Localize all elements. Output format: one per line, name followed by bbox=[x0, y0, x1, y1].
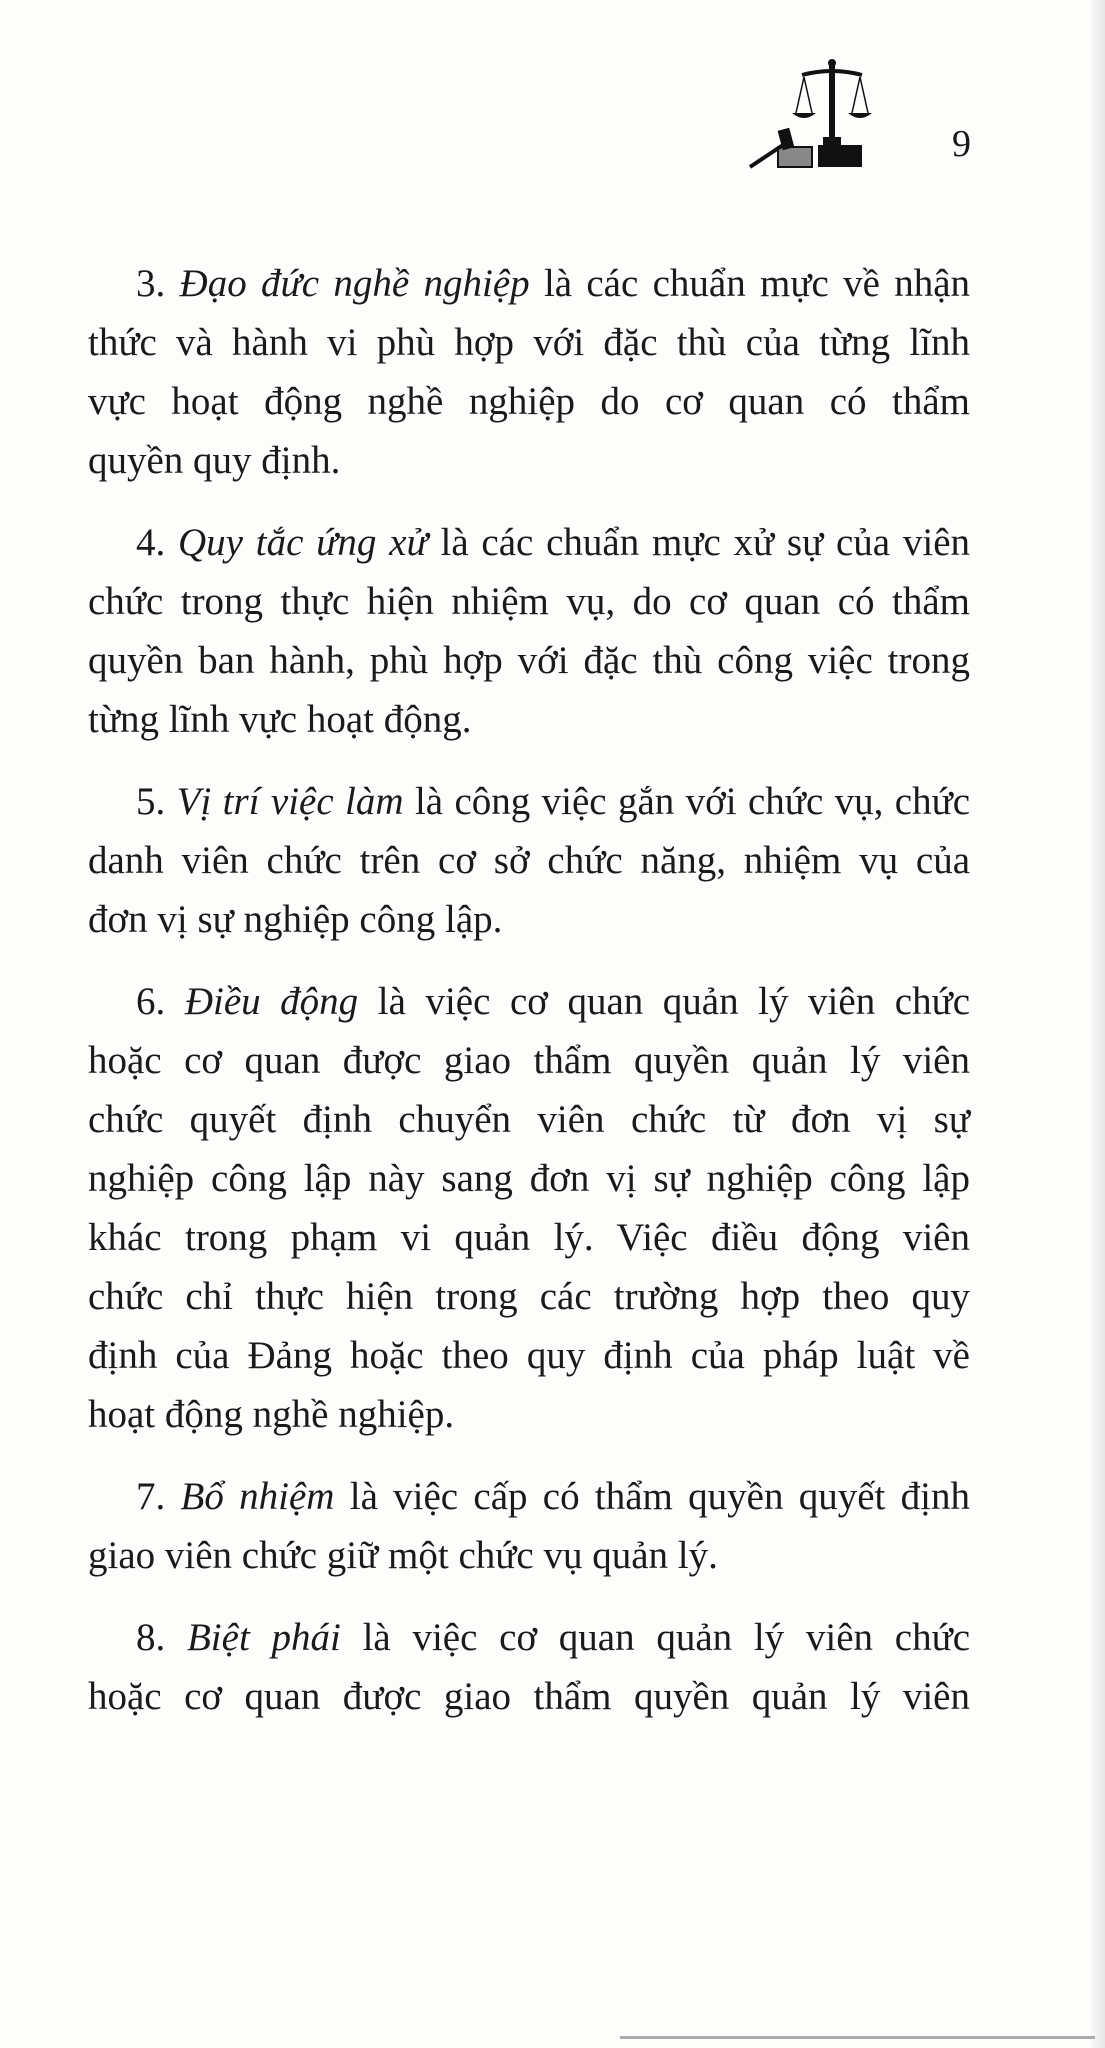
item-number: 4. bbox=[136, 521, 166, 564]
item-number: 3. bbox=[136, 262, 166, 305]
defined-term: Bổ nhiệm bbox=[180, 1475, 335, 1518]
definition-text: là các chuẩn mực xử sự của viên bbox=[440, 521, 971, 564]
item-number: 6. bbox=[136, 980, 166, 1023]
defined-term: Đạo đức nghề nghiệp bbox=[179, 262, 530, 305]
definition-paragraph bbox=[88, 513, 970, 749]
page-number: 9 bbox=[952, 123, 971, 165]
page-bottom-edge bbox=[620, 2036, 1095, 2039]
text-line: từng lĩnh vực hoạt động. bbox=[88, 698, 472, 741]
text-line bbox=[88, 513, 970, 572]
text-line bbox=[88, 254, 970, 313]
text-line bbox=[88, 972, 970, 1031]
text-line: đơn vị sự nghiệp công lập. bbox=[88, 898, 503, 941]
defined-term: Vị trí việc làm bbox=[176, 780, 404, 823]
scales-of-justice-gavel-icon bbox=[740, 55, 880, 170]
body-text bbox=[88, 254, 970, 1749]
text-line bbox=[88, 1608, 970, 1667]
text-line bbox=[88, 1467, 970, 1526]
text-line: hoạt động nghề nghiệp. bbox=[88, 1393, 455, 1436]
text-line: vực hoạt động nghề nghiệp do cơ quan có thẩm bbox=[88, 380, 970, 423]
text-line: chức chỉ thực hiện trong các trường hợp theo quy bbox=[88, 1275, 970, 1318]
text-line: danh viên chức trên cơ sở chức năng, nhiệm vụ của bbox=[88, 839, 970, 882]
definition-text: là công việc gắn với chức vụ, chức bbox=[414, 780, 971, 823]
text-line: quyền quy định. bbox=[88, 439, 341, 482]
item-number: 8. bbox=[136, 1616, 166, 1659]
definition-paragraph bbox=[88, 1608, 970, 1726]
text-line: chức quyết định chuyển viên chức từ đơn vị sự bbox=[88, 1098, 970, 1141]
text-line: định của Đảng hoặc theo quy định của pháp luật về bbox=[88, 1334, 970, 1377]
text-line: khác trong phạm vi quản lý. Việc điều động viên bbox=[88, 1216, 970, 1259]
definition-paragraph bbox=[88, 1467, 970, 1585]
text-line: hoặc cơ quan được giao thẩm quyền quản lý viên bbox=[88, 1039, 970, 1082]
text-line: quyền ban hành, phù hợp với đặc thù công việc trong bbox=[88, 639, 970, 682]
definition-text: là việc cấp có thẩm quyền quyết định bbox=[349, 1475, 970, 1518]
definition-text: là việc cơ quan quản lý viên chức bbox=[362, 1616, 971, 1659]
text-line: thức và hành vi phù hợp với đặc thù của từng lĩnh bbox=[88, 321, 970, 364]
text-line bbox=[88, 772, 970, 831]
definition-text: là việc cơ quan quản lý viên chức bbox=[377, 980, 971, 1023]
defined-term: Biệt phái bbox=[186, 1616, 341, 1659]
defined-term: Điều động bbox=[184, 980, 359, 1023]
text-line: hoặc cơ quan được giao thẩm quyền quản lý viên bbox=[88, 1675, 970, 1718]
item-number: 7. bbox=[136, 1475, 166, 1518]
item-number: 5. bbox=[136, 780, 166, 823]
definition-paragraph bbox=[88, 772, 970, 949]
page-edge-shadow bbox=[1091, 0, 1105, 2048]
definition-paragraph bbox=[88, 972, 970, 1444]
defined-term: Quy tắc ứng xử bbox=[178, 521, 428, 564]
definition-text: là các chuẩn mực về nhận bbox=[543, 262, 971, 305]
text-line: nghiệp công lập này sang đơn vị sự nghiệp công lập bbox=[88, 1157, 970, 1200]
text-line: chức trong thực hiện nhiệm vụ, do cơ quan có thẩm bbox=[88, 580, 970, 623]
text-line: giao viên chức giữ một chức vụ quản lý. bbox=[88, 1534, 718, 1577]
definition-paragraph bbox=[88, 254, 970, 490]
